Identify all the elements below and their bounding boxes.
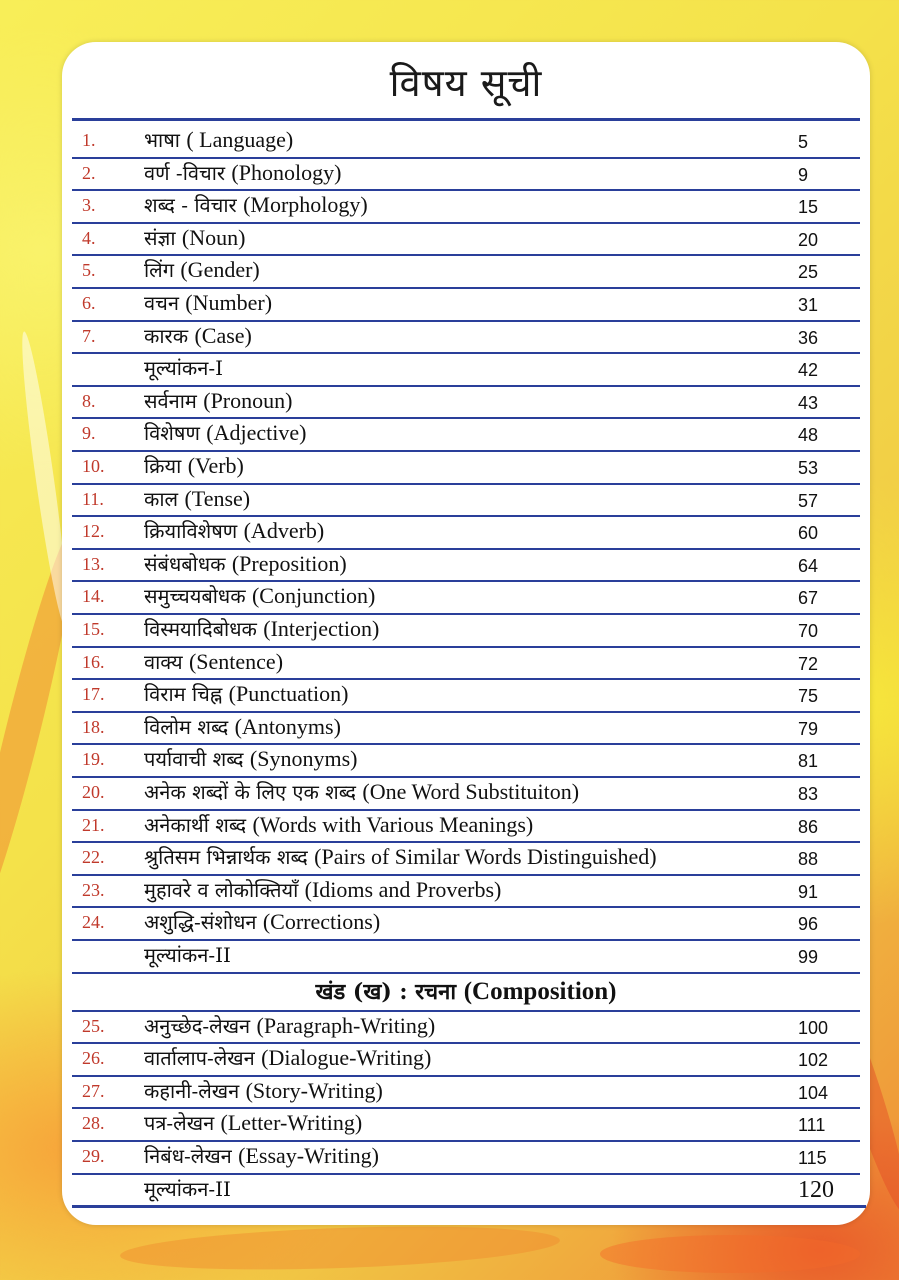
toc-entry[interactable] bbox=[82, 224, 850, 254]
toc-entry[interactable] bbox=[82, 452, 850, 482]
background-streak bbox=[119, 1220, 560, 1275]
entry-title-english: (Corrections) bbox=[262, 909, 381, 935]
background-streak bbox=[600, 1235, 860, 1273]
entry-number: 26. bbox=[82, 1048, 105, 1069]
entry-title-english: (Preposition) bbox=[231, 550, 347, 576]
toc-entry[interactable] bbox=[82, 1012, 850, 1042]
entry-title-hindi: कारक bbox=[144, 323, 189, 348]
entry-page-number: 86 bbox=[798, 816, 819, 837]
entry-number: 14. bbox=[82, 586, 105, 607]
entry-number: 17. bbox=[82, 684, 105, 705]
entry-title bbox=[144, 322, 252, 349]
entry-title-hindi: भाषा bbox=[144, 128, 180, 152]
entry-number: 18. bbox=[82, 716, 105, 737]
entry-title bbox=[144, 159, 341, 186]
row-rule bbox=[72, 972, 860, 974]
entry-title-hindi: क्रिया bbox=[144, 454, 182, 478]
entry-page-number: 81 bbox=[798, 751, 819, 772]
entry-page-number: 9 bbox=[798, 164, 809, 185]
entry-title-hindi: अशुद्धि-संशोधन bbox=[144, 910, 257, 935]
entry-number: 8. bbox=[82, 390, 96, 411]
entry-title bbox=[144, 517, 324, 544]
entry-page-number: 88 bbox=[798, 849, 819, 870]
entry-title bbox=[144, 387, 292, 414]
entry-title bbox=[144, 680, 348, 707]
entry-title-hindi: विराम चिह्न bbox=[144, 682, 223, 707]
entry-title bbox=[144, 908, 380, 935]
entry-title-hindi: मूल्यांकन-I bbox=[144, 356, 223, 381]
entry-title-hindi: विस्मयादिबोधक bbox=[144, 617, 257, 641]
toc-entry[interactable] bbox=[82, 778, 850, 808]
toc-entry[interactable] bbox=[82, 908, 850, 938]
entry-title-hindi: मूल्यांकन-II bbox=[144, 943, 231, 967]
entry-page-number: 36 bbox=[798, 327, 819, 348]
toc-entry[interactable] bbox=[82, 1142, 850, 1172]
entry-page-number: 48 bbox=[798, 425, 819, 446]
entry-number: 6. bbox=[82, 293, 96, 313]
entry-title bbox=[144, 354, 223, 381]
entry-title bbox=[144, 1077, 383, 1104]
entry-title bbox=[144, 1044, 431, 1071]
entry-title-hindi: संज्ञा bbox=[144, 225, 176, 250]
entry-page-number: 42 bbox=[798, 360, 819, 381]
entry-title bbox=[144, 843, 657, 870]
entry-page-number: 20 bbox=[798, 229, 819, 250]
toc-entry[interactable] bbox=[82, 582, 850, 612]
entry-title-hindi: शब्द - विचार bbox=[144, 193, 237, 218]
entry-title-hindi: क्रियाविशेषण bbox=[144, 519, 238, 544]
entry-page-number: 57 bbox=[798, 490, 819, 511]
entry-number: 21. bbox=[82, 814, 105, 835]
entry-page-number: 72 bbox=[798, 653, 819, 674]
entry-title-hindi: मुहावरे व लोकोक्तियाँ bbox=[144, 877, 299, 902]
entry-number: 3. bbox=[82, 195, 96, 216]
toc-entry[interactable] bbox=[82, 843, 850, 873]
entry-title-hindi: निबंध-लेखन bbox=[144, 1144, 232, 1168]
entry-number: 28. bbox=[82, 1113, 105, 1134]
entry-number: 29. bbox=[82, 1146, 105, 1166]
entry-number: 20. bbox=[82, 782, 105, 802]
entry-title-english: (Paragraph-Writing) bbox=[256, 1012, 436, 1038]
toc-entry[interactable] bbox=[82, 485, 850, 515]
entry-title-english: ( Language) bbox=[186, 127, 294, 152]
toc-entry[interactable] bbox=[82, 256, 850, 286]
entry-title-english: (Letter-Writing) bbox=[220, 1110, 363, 1136]
entry-title-english: (Essay-Writing) bbox=[238, 1143, 379, 1168]
entry-page-number: 60 bbox=[798, 523, 819, 544]
toc-entry[interactable] bbox=[82, 387, 850, 417]
row-rule bbox=[72, 1205, 866, 1208]
toc-entry[interactable] bbox=[82, 811, 850, 841]
entry-title bbox=[144, 745, 357, 772]
entry-number: 7. bbox=[82, 325, 96, 346]
entry-title bbox=[144, 1109, 362, 1136]
entry-page-number: 99 bbox=[798, 947, 819, 967]
entry-title-hindi: विलोम शब्द bbox=[144, 714, 229, 739]
entry-number: 2. bbox=[82, 162, 96, 183]
entry-title bbox=[144, 485, 250, 512]
entry-title bbox=[144, 648, 283, 675]
entry-number: 13. bbox=[82, 553, 105, 574]
entry-page-number: 70 bbox=[798, 621, 819, 641]
toc-entry[interactable] bbox=[82, 1109, 850, 1139]
entry-number: 9. bbox=[82, 423, 96, 444]
entry-page-number: 67 bbox=[798, 588, 819, 609]
toc-entry[interactable] bbox=[82, 713, 850, 743]
toc-entry[interactable] bbox=[82, 615, 850, 645]
entry-title bbox=[144, 615, 379, 642]
entry-title-english: (Verb) bbox=[187, 453, 244, 478]
entry-title bbox=[144, 256, 260, 283]
entry-page-number: 91 bbox=[798, 881, 819, 902]
entry-title bbox=[144, 419, 306, 446]
entry-title-hindi: काल bbox=[144, 486, 179, 511]
entry-title-hindi: वार्तालाप-लेखन bbox=[144, 1046, 255, 1071]
entry-title-english: (Dialogue-Writing) bbox=[261, 1045, 432, 1071]
entry-title-hindi: विशेषण bbox=[144, 421, 200, 446]
entry-title-hindi: श्रुतिसम भिन्नार्थक शब्द bbox=[144, 845, 308, 870]
entry-page-number: 120 bbox=[798, 1176, 834, 1203]
toc-entry[interactable] bbox=[82, 1077, 850, 1107]
entry-page-number: 96 bbox=[798, 914, 819, 935]
entry-page-number: 115 bbox=[798, 1148, 827, 1168]
entry-page-number: 31 bbox=[798, 295, 819, 315]
entry-number: 25. bbox=[82, 1015, 105, 1036]
entry-number: 19. bbox=[82, 749, 105, 770]
section-heading-english: (Composition) bbox=[463, 977, 617, 1005]
entry-title-hindi: पत्र-लेखन bbox=[144, 1111, 215, 1136]
entry-page-number: 25 bbox=[798, 262, 819, 283]
entry-page-number: 5 bbox=[798, 132, 809, 152]
entry-title-hindi: लिंग bbox=[144, 258, 174, 283]
entry-title bbox=[144, 191, 368, 218]
entry-title-hindi: कहानी-लेखन bbox=[144, 1078, 240, 1103]
entry-title bbox=[144, 1142, 379, 1169]
entry-title-hindi: पर्यावाची शब्द bbox=[144, 747, 244, 772]
entry-page-number: 104 bbox=[798, 1082, 829, 1103]
entry-page-number: 75 bbox=[798, 686, 819, 707]
entry-page-number: 15 bbox=[798, 197, 819, 218]
entry-number: 4. bbox=[82, 227, 96, 248]
toc-entry[interactable] bbox=[82, 191, 850, 221]
entry-title-english: (Sentence) bbox=[188, 648, 284, 674]
entry-title-hindi: अनेक शब्दों के लिए एक शब्द bbox=[144, 780, 357, 804]
entry-title-hindi: अनेकार्थी शब्द bbox=[144, 812, 247, 837]
entry-title bbox=[144, 224, 245, 251]
entry-page-number: 43 bbox=[798, 392, 819, 413]
entry-title bbox=[144, 289, 272, 316]
entry-number: 11. bbox=[82, 488, 104, 509]
toc-entry[interactable] bbox=[82, 322, 850, 352]
entry-title-english: (Number) bbox=[185, 290, 273, 315]
entry-title-english: (Synonyms) bbox=[249, 746, 358, 772]
entry-page-number: 102 bbox=[798, 1050, 829, 1071]
entry-title-english: (One Word Substituiton) bbox=[362, 779, 580, 804]
toc-entry[interactable] bbox=[82, 550, 850, 580]
entry-title-hindi: वचन bbox=[144, 291, 179, 315]
entry-title bbox=[144, 778, 579, 805]
entry-title bbox=[144, 1012, 435, 1039]
entry-page-number: 100 bbox=[798, 1017, 829, 1038]
entry-number: 23. bbox=[82, 879, 105, 900]
entry-title-english: (Punctuation) bbox=[228, 681, 349, 707]
section-heading-hindi: खंड (ख) : रचना bbox=[315, 978, 457, 1005]
entry-title-hindi: मूल्यांकन-II bbox=[144, 1176, 231, 1201]
entry-title-english: (Phonology) bbox=[231, 159, 342, 185]
entry-title-hindi: सर्वनाम bbox=[144, 388, 197, 413]
toc-entry[interactable] bbox=[82, 354, 850, 384]
entry-title-english: (Adverb) bbox=[243, 518, 325, 544]
entry-title bbox=[144, 126, 293, 153]
toc-entry[interactable] bbox=[82, 419, 850, 449]
entry-number: 12. bbox=[82, 521, 105, 542]
toc-entry[interactable] bbox=[82, 876, 850, 906]
entry-title-english: (Antonyms) bbox=[234, 713, 341, 739]
entry-title-hindi: संबंधबोधक bbox=[144, 551, 226, 576]
page-title: विषय सूची bbox=[389, 61, 543, 105]
toc-entry[interactable] bbox=[82, 1044, 850, 1074]
entry-title-english: (Conjunction) bbox=[251, 583, 376, 609]
entry-number: 24. bbox=[82, 912, 105, 933]
entry-page-number: 64 bbox=[798, 555, 819, 576]
entry-title-hindi: अनुच्छेद-लेखन bbox=[144, 1013, 251, 1038]
entry-number: 16. bbox=[82, 651, 105, 672]
toc-entry[interactable] bbox=[82, 517, 850, 547]
entry-title-hindi: वाक्य bbox=[144, 649, 183, 674]
entry-title-english: (Pairs of Similar Words Distinguished) bbox=[314, 844, 657, 870]
entry-title-english: (Tense) bbox=[184, 485, 251, 511]
entry-page-number: 79 bbox=[798, 718, 819, 739]
toc-entry[interactable] bbox=[82, 126, 850, 156]
entry-title-hindi: समुच्चयबोधक bbox=[144, 584, 246, 609]
section-heading bbox=[62, 976, 870, 1006]
entry-page-number: 83 bbox=[798, 784, 819, 804]
entry-title-english: (Morphology) bbox=[243, 192, 368, 218]
entry-page-number: 111 bbox=[798, 1115, 826, 1136]
entry-title-english: (Story-Writing) bbox=[245, 1077, 383, 1103]
entry-page-number: 53 bbox=[798, 458, 819, 478]
entry-title bbox=[144, 1175, 231, 1202]
title-rule bbox=[72, 118, 860, 121]
entry-number: 10. bbox=[82, 456, 105, 476]
entry-title-english: (Interjection) bbox=[263, 616, 380, 641]
entry-number: 1. bbox=[82, 130, 96, 150]
toc-entry[interactable] bbox=[82, 159, 850, 189]
entry-title-english: (Pronoun) bbox=[203, 387, 293, 413]
entry-number: 5. bbox=[82, 260, 96, 281]
entry-title bbox=[144, 811, 533, 838]
toc-entry[interactable] bbox=[82, 648, 850, 678]
entry-title bbox=[144, 941, 231, 968]
toc-entry[interactable] bbox=[82, 680, 850, 710]
entry-title bbox=[144, 713, 341, 740]
entry-title bbox=[144, 876, 501, 903]
toc-entry[interactable] bbox=[82, 289, 850, 319]
entry-number: 15. bbox=[82, 619, 105, 639]
entry-number: 27. bbox=[82, 1080, 105, 1101]
entry-title-english: (Case) bbox=[194, 322, 252, 348]
entry-title bbox=[144, 550, 347, 577]
entry-title-english: (Noun) bbox=[181, 224, 246, 250]
entry-title-english: (Gender) bbox=[180, 257, 260, 283]
entry-title-hindi: वर्ण -विचार bbox=[144, 160, 226, 185]
entry-title-english: (Words with Various Meanings) bbox=[252, 811, 534, 837]
entry-number: 22. bbox=[82, 847, 105, 868]
entry-title-english: (Adjective) bbox=[206, 420, 307, 446]
contents-card bbox=[62, 42, 870, 1225]
toc-entry[interactable] bbox=[82, 1175, 850, 1205]
entry-title bbox=[144, 452, 244, 479]
toc-entry[interactable] bbox=[82, 941, 850, 971]
entry-title-english: (Idioms and Proverbs) bbox=[304, 876, 502, 902]
toc-entry[interactable] bbox=[82, 745, 850, 775]
entry-title bbox=[144, 582, 375, 609]
